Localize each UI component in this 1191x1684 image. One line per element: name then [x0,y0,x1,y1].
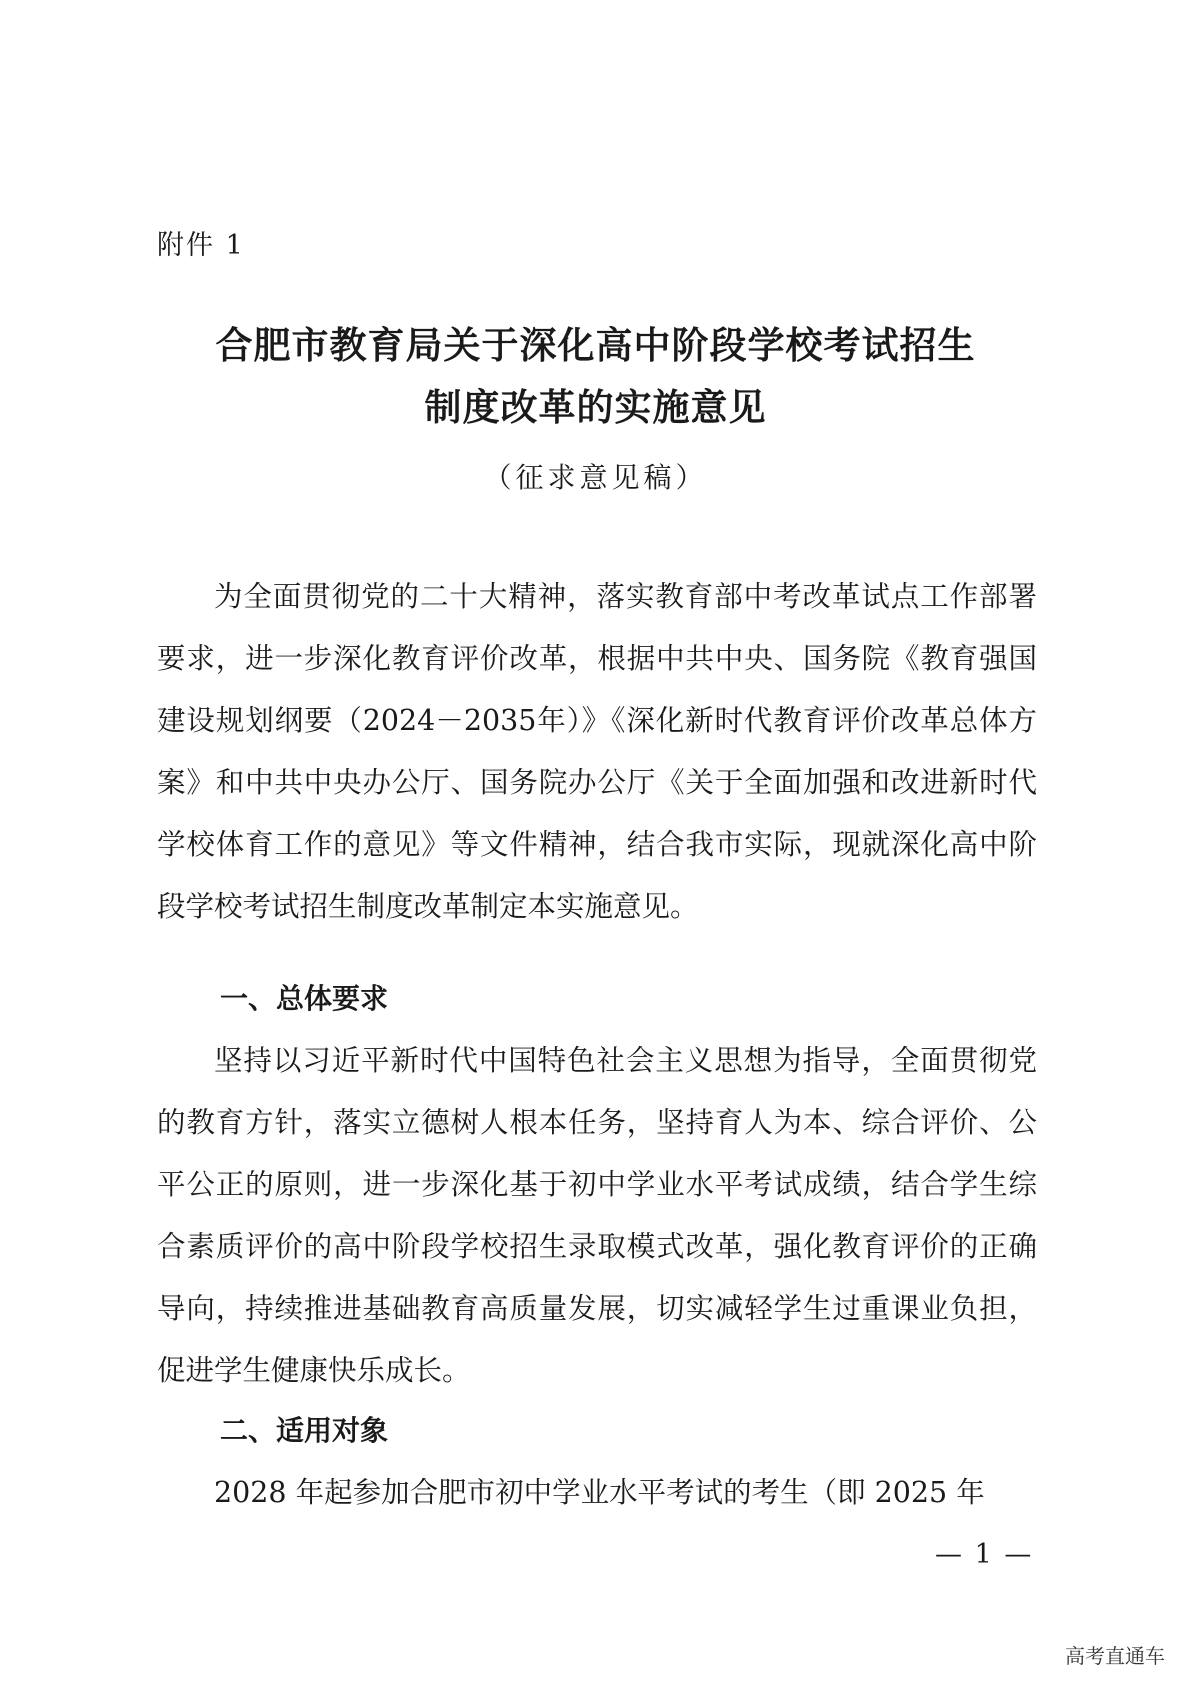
document-title-line-1: 合肥市教育局关于深化高中阶段学校考试招生 [215,324,976,367]
general-requirements-paragraph: 坚持以习近平新时代中国特色社会主义思想为指导，全面贯彻党的教育方针，落实立德树人根本任务，坚持育人为本、综合评价、公平公正的原则，进一步深化基于初中学业水平考试成绩，结合学生综合素质评价的高中阶段学校招生录取模式改革，强化教育评价的正确导向，持续推进基础教育高质量发展，切实减轻学生过重课业负担，促进学生健康快乐成长。 [157,1044,1037,1387]
section-heading-general-requirements: 一、总体要求 [220,982,389,1015]
page-number: — 1 — [935,1539,1034,1570]
attachment-label: 附件 1 [157,230,245,261]
applicable-subjects-paragraph: 2028 年起参加合肥市初中学业水平考试的考生（即 2025 年 [214,1476,985,1509]
intro-paragraph: 为全面贯彻党的二十大精神，落实教育部中考改革试点工作部署要求，进一步深化教育评价改革，根据中共中央、国务院《教育强国建设规划纲要（2024－2035年）》《深化新时代教育评价改革总体方案》和中共中央办公厅、国务院办公厅《关于全面加强和改进新时代学校体育工作的意见》等文件精神，结合我市实际，现就深化高中阶段学校考试招生制度改革制定本实施意见。 [157,580,1037,923]
document-title-line-2: 制度改革的实施意见 [424,386,767,429]
document-subtitle: （征求意见稿） [483,461,708,494]
section-heading-applicable-subjects: 二、适用对象 [220,1414,389,1447]
watermark-text: 高考直通车 [1065,1644,1165,1668]
